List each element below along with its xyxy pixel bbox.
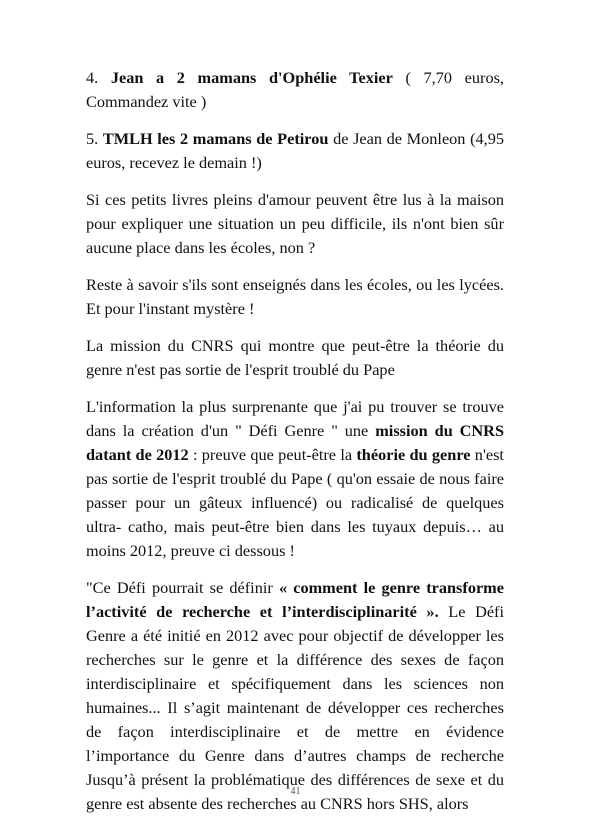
text-run: : preuve que peut-être la	[192, 445, 353, 464]
bold-run: mission du CNRS datant de 2012	[86, 421, 505, 464]
paragraph-text: Si ces petits livres pleins d'amour peuvent être lus à la maison pour expliquer une situation un peu difficile, ils n'ont bien sûr aucune place dans les écoles, non ?	[86, 190, 504, 257]
text-run: "Ce Défi pourrait se définir	[86, 578, 273, 597]
text-run: n'est pas sortie de l'esprit troublé du Pape ( qu'on essaie de nous faire passer pour un gâteux influencé) ou radicalisé de quelques ultra- catho, mais peut-être bien dans les tuyaux depuis… au moins 2012, preuve ci dessous !	[86, 445, 504, 560]
paragraph-item-4	[86, 66, 504, 114]
item-number: 4.	[86, 68, 99, 87]
bold-run: « comment le genre transforme l’activité de recherche et l’interdisciplinarité ».	[86, 578, 504, 621]
paragraph-cnrs	[86, 395, 504, 563]
paragraph-item-5	[86, 127, 504, 175]
text-run: L'information la plus surprenante que j'ai pu trouver se trouve dans la création d'un " Défi Genre " une	[86, 397, 504, 440]
book-details: de Jean de Monleon (4,95 euros, recevez le demain !)	[86, 129, 505, 172]
text-run: Le Défi Genre a été initié en 2012 avec pour objectif de développer les recherches sur le genre et la différence des sexes de façon interdisciplinaire et spécifiquement dans les sciences non humaines... Il s’agit maintenant de développer ces recherches de façon interdisciplinaire et de mettre en évidence l’importance du Genre dans d’autres champs de recherche Jusqu’à présent la problématique des différences de sexe et du genre est absente des recherches au CNRS hors SHS, alors	[86, 602, 504, 813]
page-number: 41	[290, 786, 301, 797]
paragraph-quote	[86, 576, 504, 816]
paragraph-heading: La mission du CNRS qui montre que peut-être la théorie du genre n'est pas sortie de l'esprit troublé du Pape	[86, 336, 504, 379]
paragraph-text: Reste à savoir s'ils sont enseignés dans les écoles, ou les lycées. Et pour l'instant mystère !	[86, 275, 504, 318]
book-title: Jean a 2 mamans d'Ophélie Texier	[110, 68, 393, 87]
bold-run: théorie du genre	[356, 445, 471, 464]
item-number: 5.	[86, 129, 99, 148]
book-details: ( 7,70 euros, Commandez vite )	[86, 68, 504, 111]
book-title: TMLH les 2 mamans de Petirou	[102, 129, 329, 148]
document-body	[86, 66, 504, 829]
